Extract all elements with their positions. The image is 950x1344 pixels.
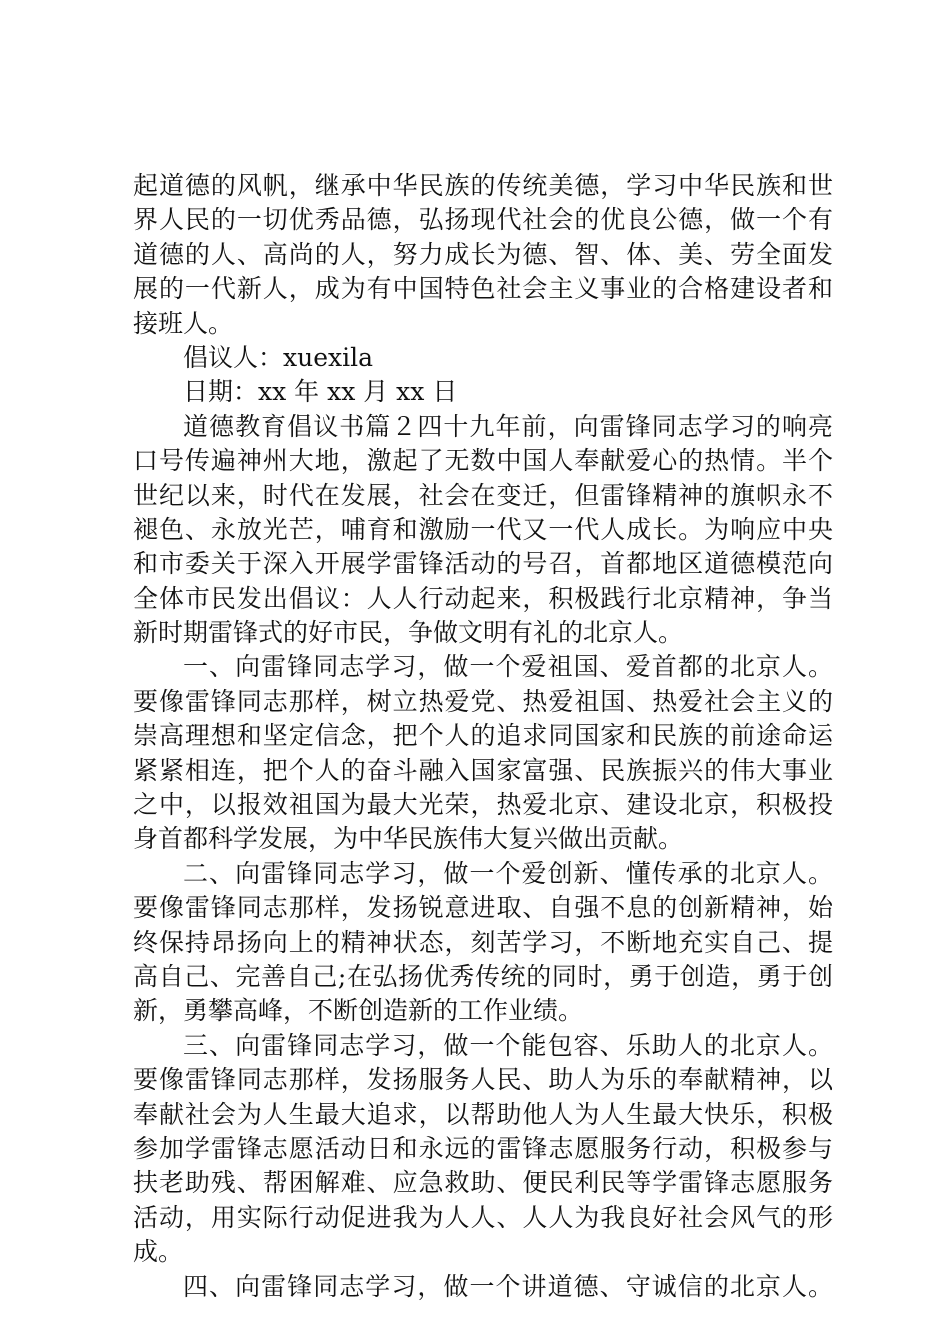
text-line: 道德的人、高尚的人，努力成长为德、智、体、美、劳全面发 xyxy=(133,239,833,269)
text-line: 道德教育倡议书篇２四十九年前，向雷锋同志学习的响亮 xyxy=(183,411,833,441)
text-line: 世纪以来，时代在发展，社会在变迁，但雷锋精神的旗帜永不 xyxy=(133,480,833,510)
section-heading-4: 四、向雷锋同志学习，做一个讲道德、守诚信的北京人。 xyxy=(183,1271,833,1301)
text-line: 活动，用实际行动促进我为人人、人人为我良好社会风气的形 xyxy=(133,1202,833,1232)
section-heading-3: 三、向雷锋同志学习，做一个能包容、乐助人的北京人。 xyxy=(183,1030,833,1060)
text-line: 要像雷锋同志那样，发扬锐意进取、自强不息的创新精神，始 xyxy=(133,893,833,923)
text-line: 成。 xyxy=(133,1237,184,1267)
text-line: 口号传遍神州大地，激起了无数中国人奉献爱心的热情。半个 xyxy=(133,446,833,476)
text-line: 之中，以报效祖国为最大光荣，热爱北京、建设北京，积极投 xyxy=(133,790,833,820)
text-line: 要像雷锋同志那样，树立热爱党、热爱祖国、热爱社会主义的 xyxy=(133,686,833,716)
text-line: 褪色、永放光芒，哺育和激励一代又一代人成长。为响应中央 xyxy=(133,514,833,544)
text-line: 紧紧相连，把个人的奋斗融入国家富强、民族振兴的伟大事业 xyxy=(133,755,833,785)
text-line: 和市委关于深入开展学雷锋活动的号召，首都地区道德模范向 xyxy=(133,549,833,579)
text-line: 接班人。 xyxy=(133,308,234,338)
text-line: 全体市民发出倡议：人人行动起来，积极践行北京精神，争当 xyxy=(133,583,833,613)
proposer-line: 倡议人：xuexila xyxy=(183,342,373,372)
text-line: 界人民的一切优秀品德，弘扬现代社会的优良公德，做一个有 xyxy=(133,205,833,235)
text-line: 要像雷锋同志那样，发扬服务人民、助人为乐的奉献精神，以 xyxy=(133,1065,833,1095)
text-line: 扶老助残、帮困解难、应急救助、便民利民等学雷锋志愿服务 xyxy=(133,1168,833,1198)
document-body xyxy=(133,169,833,1304)
text-line: 展的一代新人，成为有中国特色社会主义事业的合格建设者和 xyxy=(133,274,833,304)
text-line: 身首都科学发展，为中华民族伟大复兴做出贡献。 xyxy=(133,824,684,854)
text-line: 新时期雷锋式的好市民，争做文明有礼的北京人。 xyxy=(133,618,684,648)
text-line: 起道德的风帆，继承中华民族的传统美德，学习中华民族和世 xyxy=(133,171,833,200)
text-line: 参加学雷锋志愿活动日和永远的雷锋志愿服务行动，积极参与 xyxy=(133,1133,833,1163)
text-line: 崇高理想和坚定信念，把个人的追求同国家和民族的前途命运 xyxy=(133,721,833,751)
text-line: 新，勇攀高峰，不断创造新的工作业绩。 xyxy=(133,996,584,1026)
text-line: 终保持昂扬向上的精神状态，刻苦学习，不断地充实自己、提 xyxy=(133,927,833,957)
section-heading-2: 二、向雷锋同志学习，做一个爱创新、懂传承的北京人。 xyxy=(183,858,833,888)
section-heading-1: 一、向雷锋同志学习，做一个爱祖国、爱首都的北京人。 xyxy=(183,652,833,682)
text-line: 高自己、完善自己;在弘扬优秀传统的同时，勇于创造，勇于创 xyxy=(133,961,833,991)
date-line: 日期：xx 年 xx 月 xx 日 xyxy=(183,377,458,407)
text-line: 奉献社会为人生最大追求，以帮助他人为人生最大快乐，积极 xyxy=(133,1099,833,1129)
